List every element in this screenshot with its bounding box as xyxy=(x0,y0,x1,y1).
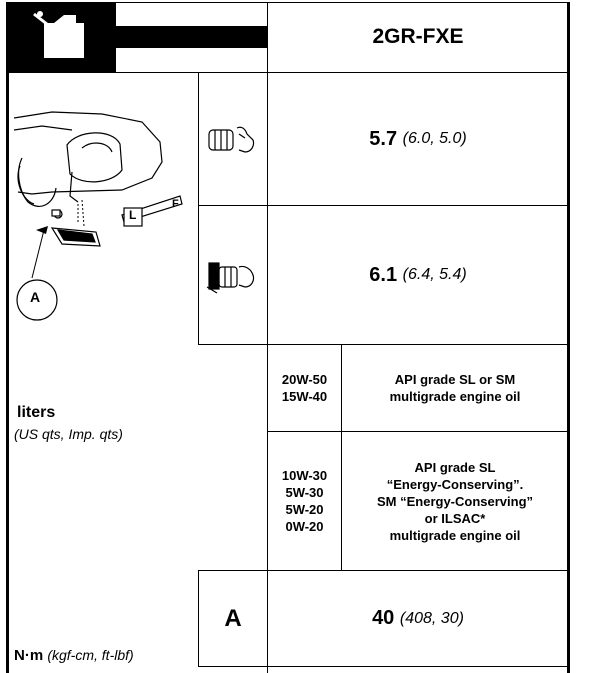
oil-spec-line: SM “Energy-Conserving” xyxy=(376,493,534,509)
capacity-value: 5.7 xyxy=(369,127,398,150)
torque-unit: N·m xyxy=(14,647,44,664)
oil-viscosity-group xyxy=(268,345,341,431)
oil-spec-line: multigrade engine oil xyxy=(389,527,521,543)
drain-and-refill-icon xyxy=(205,120,261,160)
viscosity-grade: 15W-40 xyxy=(281,389,328,404)
grid-line xyxy=(198,72,199,344)
volume-unit-alt: (US qts, Imp. qts) xyxy=(14,426,123,442)
oil-spec-line: “Energy-Conserving”. xyxy=(386,476,524,492)
oil-spec-line: multigrade engine oil xyxy=(389,389,521,404)
oil-viscosity-group xyxy=(268,432,341,570)
torque-alt-units: (408, 30) xyxy=(399,609,464,627)
torque-unit-alt: (kgf-cm, ft-lbf) xyxy=(47,647,134,663)
viscosity-grade: 10W-30 xyxy=(281,468,328,483)
oil-spec-line: or ILSAC* xyxy=(424,510,486,526)
header-white-strip xyxy=(116,2,268,26)
torque-number: 40 xyxy=(372,607,395,629)
oil-drain-illustration xyxy=(12,100,196,325)
dipstick-full-mark: F xyxy=(172,198,179,210)
capacity-alt-units: (6.0, 5.0) xyxy=(402,130,467,147)
capacity-drain-refill xyxy=(268,73,568,205)
viscosity-grade: 5W-30 xyxy=(285,485,324,500)
filter-change-icon xyxy=(205,257,261,297)
torque-unit-line xyxy=(14,647,134,664)
dipstick-low-mark: L xyxy=(129,208,137,222)
engine-code: 2GR-FXE xyxy=(372,25,464,48)
viscosity-grade: 5W-20 xyxy=(285,502,324,517)
oil-can-icon xyxy=(24,8,124,66)
torque-label: A xyxy=(224,604,242,632)
oil-spec-line: API grade SL or SM xyxy=(394,372,516,387)
grid-line xyxy=(6,2,9,673)
oil-spec-line: API grade SL xyxy=(414,459,496,475)
viscosity-grade: 20W-50 xyxy=(281,372,328,387)
callout-label: A xyxy=(30,289,41,305)
capacity-alt-units: (6.4, 5.4) xyxy=(402,266,467,283)
capacity-value: 6.1 xyxy=(369,263,398,286)
torque-value xyxy=(268,571,568,666)
oil-spec-group xyxy=(342,432,568,570)
viscosity-grade: 0W-20 xyxy=(285,519,324,534)
capacity-with-filter xyxy=(268,206,568,344)
grid-line xyxy=(6,2,569,3)
grid-line xyxy=(198,666,569,667)
header-white-strip xyxy=(116,48,268,72)
oil-spec-group xyxy=(342,345,568,431)
volume-unit: liters xyxy=(17,404,56,421)
header-icon-block xyxy=(6,2,268,72)
